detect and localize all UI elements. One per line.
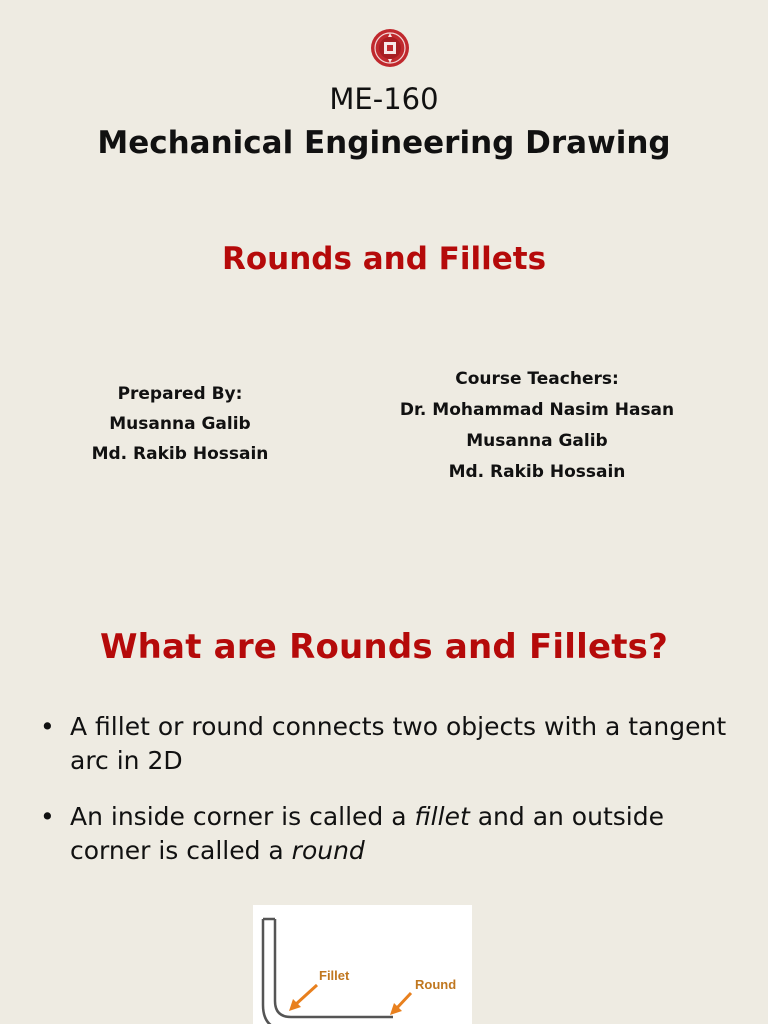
prepared-by-block [60,379,300,469]
university-crest-icon [370,27,410,69]
round-term: round [291,836,365,865]
teacher-name: Dr. Mohammad Nasim Hasan [399,400,675,420]
course-teachers-heading: Course Teachers: [455,369,619,389]
slide-title: What are Rounds and Fillets? [99,627,669,667]
content-slide [0,560,768,1024]
bullet-text-part: and an outside corner is called a [70,802,664,865]
topic-title: Rounds and Fillets [221,241,547,277]
fillet-arrow-icon [289,985,317,1011]
preparer-name: Musanna Galib [109,414,251,434]
fillet-label: Fillet [319,968,350,983]
teacher-name: Musanna Galib [466,431,608,451]
diagram-svg [253,905,472,1024]
course-teachers-block [360,364,714,488]
bullet-text: A fillet or round connects two objects with a tangent arc in 2D [70,712,727,775]
bullet-icon: • [40,712,55,741]
teacher-name: Md. Rakib Hossain [448,462,626,482]
preparer-name: Md. Rakib Hossain [91,444,269,464]
bullet-icon: • [40,802,55,831]
list-item [40,800,740,868]
prepared-by-heading: Prepared By: [117,384,243,404]
bullet-list [40,710,740,890]
round-label: Round [415,977,457,992]
round-arrow-icon [390,993,411,1015]
list-item [40,710,740,778]
course-title: Mechanical Engineering Drawing [97,125,671,161]
bullet-text-part: An inside corner is called a [70,802,415,831]
course-code: ME-160 [329,82,439,116]
fillet-term: fillet [414,802,470,831]
fillet-round-diagram [253,905,472,1024]
